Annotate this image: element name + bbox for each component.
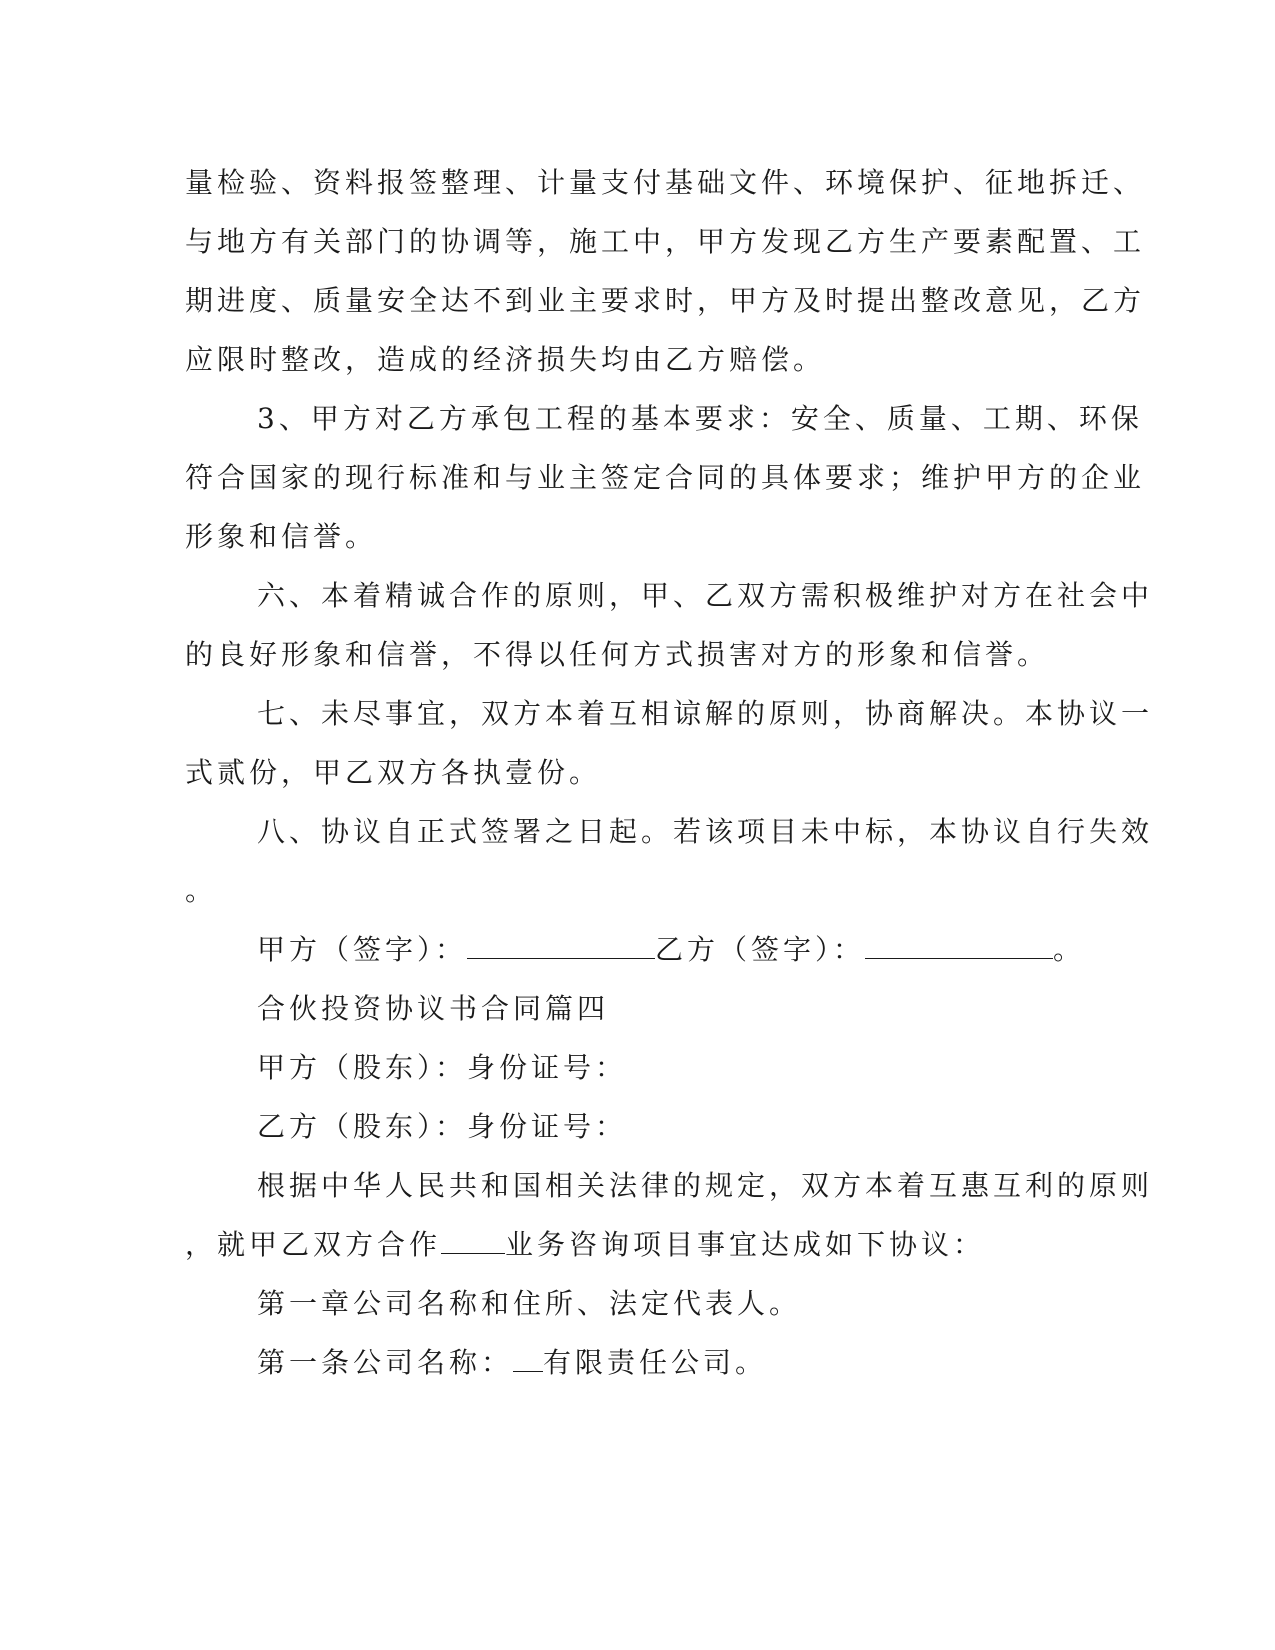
intro-line: 根据中华人民共和国相关法律的规定，双方本着互惠互利的原则: [257, 1169, 1154, 1202]
article-1-pre: 第一条公司名称：: [257, 1346, 514, 1379]
intro-line-2-pre: ，就甲乙双方合作: [185, 1228, 442, 1261]
signature-end-mark: 。: [1053, 933, 1086, 966]
party-a-signature-blank: [467, 932, 655, 959]
party-a-line: 甲方（股东）：身份证号：: [257, 1051, 628, 1084]
section-title: 合伙投资协议书合同篇四: [257, 992, 610, 1025]
paragraph-line: 应限时整改，造成的经济损失均由乙方赔偿。: [185, 343, 826, 376]
paragraph-line: 的良好形象和信誉，不得以任何方式损害对方的形象和信誉。: [185, 638, 1050, 671]
paragraph-line: 与地方有关部门的协调等，施工中，甲方发现乙方生产要素配置、工: [185, 225, 1146, 258]
party-b-line: 乙方（股东）：身份证号：: [257, 1110, 628, 1143]
intro-line-2-post: 业务咨询项目事宜达成如下协议：: [505, 1228, 986, 1261]
paragraph-line: 。: [185, 874, 218, 907]
paragraph-line: 七、未尽事宜，双方本着互相谅解的原则，协商解决。本协议一: [257, 697, 1154, 730]
paragraph-line: 八、协议自正式签署之日起。若该项目未中标，本协议自行失效: [257, 815, 1154, 848]
paragraph-line: 形象和信誉。: [185, 520, 378, 553]
company-name-blank: [513, 1345, 543, 1372]
article-line: [257, 1343, 1067, 1383]
party-a-signature-label: 甲方（签字）：: [257, 933, 468, 966]
paragraph-line: 期进度、质量安全达不到业主要求时，甲方及时提出整改意见，乙方: [185, 284, 1146, 317]
paragraph-line: 3、甲方对乙方承包工程的基本要求：安全、质量、工期、环保: [257, 402, 1143, 435]
chapter-heading: 第一章公司名称和住所、法定代表人。: [257, 1287, 802, 1320]
project-blank: [441, 1227, 505, 1254]
paragraph-line: 式贰份，甲乙双方各执壹份。: [185, 756, 602, 789]
party-b-signature-blank: [865, 932, 1053, 959]
intro-line-2: [185, 1225, 1065, 1265]
article-1-post: 有限责任公司。: [543, 1346, 768, 1379]
paragraph-line: 六、本着精诚合作的原则，甲、乙双方需积极维护对方在社会中: [257, 579, 1154, 612]
signature-line: [257, 930, 1086, 970]
party-b-signature-label: 乙方（签字）：: [655, 933, 866, 966]
paragraph-line: 量检验、资料报签整理、计量支付基础文件、环境保护、征地拆迁、: [185, 166, 1146, 199]
paragraph-line: 符合国家的现行标准和与业主签定合同的具体要求；维护甲方的企业: [185, 461, 1146, 494]
